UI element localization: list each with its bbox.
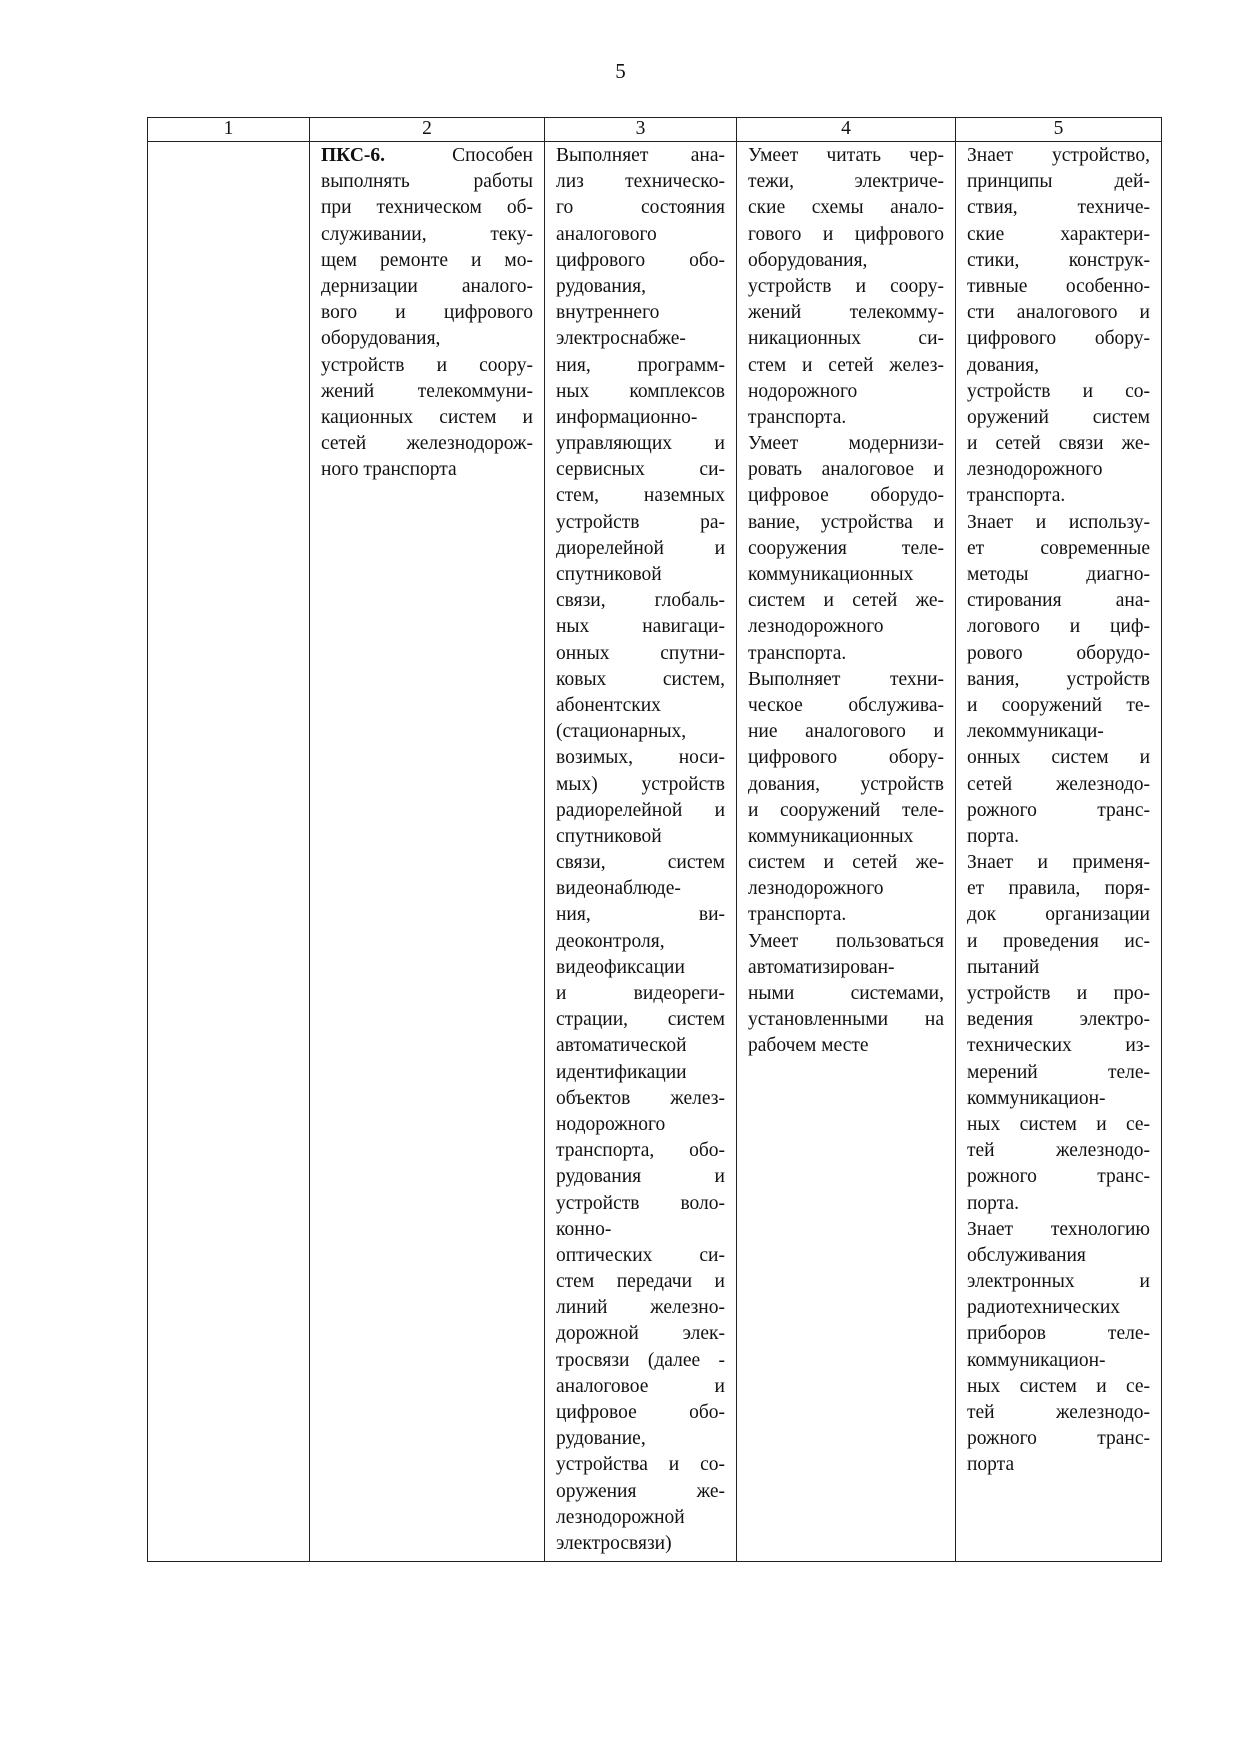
cell-line: рудования и: [556, 1166, 725, 1188]
cell-line: ские схемы анало-: [748, 197, 944, 219]
cell-line: устройств и соору-: [321, 354, 533, 376]
competency-code: ПКС-6.: [321, 145, 386, 166]
cell-line: коммуникацион-: [967, 1349, 1106, 1371]
cell-line: нодорожного: [556, 1113, 666, 1135]
cell-line: док организации: [967, 904, 1150, 926]
cell-line: автоматической: [556, 1035, 687, 1057]
cell-competency: [310, 142, 545, 1562]
cell-line: деоконтроля,: [556, 930, 665, 952]
cell-line: рожного транс-: [967, 1428, 1150, 1450]
cell-line: никационных си-: [748, 328, 944, 350]
cell-line: го состояния: [556, 197, 725, 219]
cell-line: оружения же-: [556, 1480, 725, 1502]
cell-line: систем и сетей же-: [748, 590, 944, 612]
cell-line: возимых, носи-: [556, 747, 725, 769]
cell-line: дорожной элек-: [556, 1323, 725, 1345]
cell-line: цифровое обо-: [556, 1402, 725, 1423]
cell-line: Знает устройство,: [967, 145, 1150, 166]
header-col-3: 3: [545, 118, 737, 142]
cell-line: мых) устройств: [556, 773, 725, 795]
cell-labor-action: [545, 142, 737, 1562]
cell-line: стем и сетей желез-: [748, 354, 944, 376]
cell-line: ных систем и се-: [967, 1113, 1150, 1135]
cell-line: стирования ана-: [967, 590, 1150, 612]
cell-line: методы диагно-: [967, 564, 1150, 585]
cell-line: конно-: [556, 1218, 612, 1240]
cell-line: идентификации: [556, 1061, 687, 1083]
cell-col-1: [148, 142, 310, 1562]
cell-line: автоматизирован-: [748, 956, 895, 978]
cell-line: тросвязи (далее -: [556, 1349, 725, 1371]
header-row: [148, 118, 1162, 142]
cell-line: ных навигаци-: [556, 616, 725, 638]
cell-line: устройств ра-: [556, 511, 725, 533]
cell-line: дернизации аналого-: [321, 275, 533, 297]
cell-line: ния, ви-: [556, 904, 725, 926]
header-col-4: 4: [737, 118, 956, 142]
cell-skills: [737, 142, 956, 1562]
cell-line: транспорта.: [967, 485, 1066, 507]
cell-line: стем, наземных: [556, 485, 725, 507]
cell-line: радиорелейной и: [556, 799, 725, 821]
cell-line: технических из-: [967, 1035, 1150, 1057]
cell-line: кационных систем и: [321, 406, 533, 428]
cell-line: рабочем месте: [748, 1035, 869, 1057]
cell-line: Умеет модернизи-: [748, 433, 944, 455]
cell-line: линий железно-: [556, 1297, 725, 1319]
cell-line: мерений теле-: [967, 1061, 1150, 1083]
cell-line: Умеет читать чер-: [748, 145, 944, 166]
cell-line: устройств и про-: [967, 983, 1150, 1004]
cell-line: объектов желез-: [556, 1087, 725, 1109]
cell-line: вания, устройств: [967, 668, 1150, 690]
cell-line: ведения электро-: [967, 1009, 1150, 1031]
cell-line: Выполняет техни-: [748, 668, 944, 690]
competency-table: [147, 117, 1162, 1562]
cell-line: дования, устройств: [748, 773, 944, 795]
cell-line: оборудования,: [748, 249, 868, 271]
cell-line: сетей железнодо-: [967, 773, 1150, 795]
cell-line: жений телекоммуни-: [321, 380, 533, 402]
cell-line: сооружения теле-: [748, 537, 944, 559]
cell-line: ствия, техниче-: [967, 197, 1150, 219]
cell-line: и сетей связи же-: [967, 433, 1150, 455]
cell-line: абонентских: [556, 694, 661, 716]
cell-line: транспорта.: [748, 904, 847, 926]
cell-line: внутреннего: [556, 302, 660, 324]
cell-line: [321, 143, 533, 169]
cell-line: жений телекомму-: [748, 302, 944, 324]
cell-line: транспорта.: [748, 642, 847, 664]
cell-line: аналогового: [556, 223, 657, 245]
cell-line: установленными на: [748, 1009, 944, 1031]
cell-line: Знает и использу-: [967, 511, 1150, 533]
cell-line: ет современные: [967, 537, 1150, 559]
cell-line: Знает технологию: [967, 1218, 1150, 1240]
cell-line: ческое обслужива-: [748, 694, 944, 716]
cell-line: и видеореги-: [556, 983, 725, 1004]
cell-line: онных спутни-: [556, 642, 725, 664]
cell-line: цифрового обору-: [967, 328, 1150, 350]
cell-line: ного транспорта: [321, 459, 457, 481]
cell-line: оружений систем: [967, 406, 1150, 428]
cell-line: управляющих и: [556, 433, 725, 455]
cell-line: коммуникацион-: [967, 1087, 1106, 1109]
cell-line: пытаний: [967, 956, 1040, 978]
cell-line: тей железнодо-: [967, 1140, 1150, 1162]
cell-line: сетей железнодорож-: [321, 433, 533, 455]
cell-line: ния, программ-: [556, 354, 725, 376]
cell-line: и сооружений те-: [967, 694, 1150, 716]
cell-line: связи, систем: [556, 852, 725, 874]
cell-line: рового оборудо-: [967, 642, 1150, 664]
cell-line: цифровое оборудо-: [748, 485, 944, 507]
cell-line: ных комплексов: [556, 380, 725, 402]
page-number: 5: [615, 59, 626, 83]
cell-line: устройств и соору-: [748, 275, 944, 297]
cell-line: служивании, теку-: [321, 223, 533, 245]
cell-line: аналоговое и: [556, 1375, 725, 1397]
cell-line: вание, устройства и: [748, 511, 944, 533]
cell-line: ными системами,: [748, 983, 944, 1004]
cell-line: лекоммуникаци-: [967, 721, 1104, 743]
cell-line: диорелейной и: [556, 537, 725, 559]
cell-line: устройств и со-: [967, 380, 1150, 402]
cell-line: оптических си-: [556, 1244, 725, 1266]
cell-line: ковых систем,: [556, 668, 725, 690]
cell-line: ские характери-: [967, 223, 1150, 245]
cell-line: Умеет пользоваться: [748, 930, 944, 952]
cell-line: дования,: [967, 354, 1039, 376]
cell-line: приборов теле-: [967, 1323, 1150, 1345]
cell-line: систем и сетей же-: [748, 852, 944, 874]
cell-line: Знает и применя-: [967, 852, 1150, 874]
cell-line: выполнять работы: [321, 171, 533, 193]
cell-line: видеофиксации: [556, 956, 685, 978]
cell-line: информационно-: [556, 406, 698, 428]
cell-line: рожного транс-: [967, 799, 1150, 821]
cell-line: спутниковой: [556, 564, 662, 585]
cell-line: рудование,: [556, 1428, 646, 1450]
cell-line: тей железнодо-: [967, 1402, 1150, 1423]
cell-line: Выполняет ана-: [556, 145, 725, 166]
cell-line: устройства и со-: [556, 1454, 725, 1476]
competency-text: Способен: [385, 145, 533, 166]
cell-line: ровать аналоговое и: [748, 459, 944, 481]
header-col-5: 5: [956, 118, 1162, 142]
cell-line: рудования,: [556, 275, 647, 297]
cell-line: ных систем и се-: [967, 1375, 1150, 1397]
cell-line: радиотехнических: [967, 1297, 1121, 1319]
cell-line: стики, конструк-: [967, 249, 1150, 271]
cell-line: обслуживания: [967, 1244, 1086, 1266]
cell-line: лезнодорожного: [967, 459, 1103, 481]
cell-line: порта.: [967, 825, 1019, 847]
header-col-1: 1: [148, 118, 310, 142]
cell-line: страции, систем: [556, 1009, 725, 1031]
cell-line: электроснабже-: [556, 328, 686, 350]
cell-line: вого и цифрового: [321, 302, 533, 324]
cell-line: стем передачи и: [556, 1271, 725, 1293]
cell-line: лезнодорожного: [748, 616, 884, 638]
cell-line: транспорта.: [748, 406, 847, 428]
cell-line: (стационарных,: [556, 721, 687, 743]
cell-line: гового и цифрового: [748, 223, 944, 245]
cell-line: ет правила, поря-: [967, 878, 1150, 900]
cell-line: тежи, электриче-: [748, 171, 944, 193]
cell-line: и проведения ис-: [967, 930, 1150, 952]
cell-line: электронных и: [967, 1271, 1150, 1293]
cell-line: онных систем и: [967, 747, 1150, 769]
cell-line: цифрового обору-: [748, 747, 944, 769]
cell-line: тивные особенно-: [967, 275, 1150, 297]
cell-line: коммуникационных: [748, 564, 914, 585]
cell-line: рожного транс-: [967, 1166, 1150, 1188]
cell-knowledge: [956, 142, 1162, 1562]
cell-line: порта.: [967, 1192, 1019, 1214]
cell-line: лезнодорожного: [748, 878, 884, 900]
cell-line: лиз техническо-: [556, 171, 725, 193]
cell-line: цифрового обо-: [556, 249, 725, 271]
cell-line: спутниковой: [556, 825, 662, 847]
cell-line: транспорта, обо-: [556, 1140, 725, 1162]
cell-line: электросвязи): [556, 1532, 672, 1554]
cell-line: логового и циф-: [967, 616, 1150, 638]
cell-line: коммуникационных: [748, 825, 914, 847]
table-row: [148, 142, 1162, 1562]
cell-line: принципы дей-: [967, 171, 1150, 193]
cell-line: устройств воло-: [556, 1192, 725, 1214]
cell-line: сти аналогового и: [967, 302, 1150, 324]
cell-line: лезнодорожной: [556, 1506, 685, 1528]
header-col-2: 2: [310, 118, 545, 142]
cell-line: связи, глобаль-: [556, 590, 725, 612]
cell-line: порта: [967, 1454, 1015, 1476]
cell-line: нодорожного: [748, 380, 858, 402]
cell-line: оборудования,: [321, 328, 441, 350]
cell-line: при техническом об-: [321, 197, 533, 219]
cell-line: видеонаблюде-: [556, 878, 681, 900]
cell-line: ние аналогового и: [748, 721, 944, 743]
cell-line: и сооружений теле-: [748, 799, 944, 821]
cell-line: сервисных си-: [556, 459, 725, 481]
cell-line: щем ремонте и мо-: [321, 249, 533, 271]
